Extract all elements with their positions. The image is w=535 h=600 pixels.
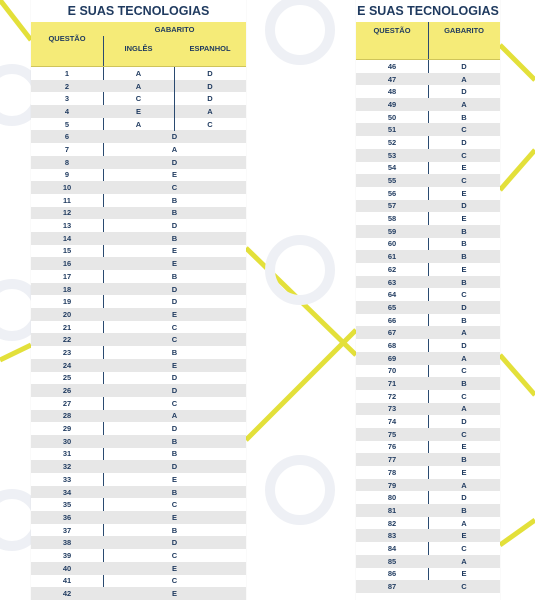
- answer: C: [461, 290, 467, 300]
- header-questao: QUESTÃO: [373, 26, 411, 35]
- question-number: 81: [387, 505, 397, 515]
- question-number: 24: [62, 360, 72, 370]
- answer-ingles: A: [135, 81, 142, 91]
- table-row: [31, 308, 246, 321]
- question-number: 41: [62, 576, 72, 586]
- table-row: [31, 194, 246, 207]
- table-row: [356, 377, 500, 390]
- answer: B: [461, 277, 467, 287]
- question-number: 26: [62, 386, 72, 396]
- table-row: [31, 270, 246, 283]
- answer: E: [171, 563, 177, 573]
- table-row: [356, 187, 500, 200]
- table-row: [356, 136, 500, 149]
- answer: A: [171, 144, 178, 154]
- question-number: 22: [62, 335, 72, 345]
- table-row: [31, 295, 246, 308]
- header-divider: [428, 22, 429, 59]
- question-number: 8: [64, 157, 70, 167]
- answer: B: [171, 449, 178, 459]
- answer: C: [461, 125, 467, 135]
- question-number: 32: [62, 462, 72, 472]
- answer: E: [461, 467, 467, 477]
- header-gabarito: GABARITO: [154, 25, 195, 34]
- answer: C: [171, 335, 178, 345]
- table-row: [356, 212, 500, 225]
- table-row: [356, 326, 500, 339]
- answer: E: [171, 246, 177, 256]
- question-number: 50: [387, 112, 397, 122]
- table-row: [31, 524, 246, 537]
- question-number: 51: [387, 125, 397, 135]
- answer: E: [461, 214, 467, 224]
- table-row: [356, 390, 500, 403]
- table-row: [356, 352, 500, 365]
- header-espanhol: ESPANHOL: [189, 44, 231, 53]
- answer: A: [461, 480, 467, 490]
- answer: A: [171, 411, 178, 421]
- question-number: 13: [62, 221, 72, 231]
- question-number: 86: [387, 569, 397, 579]
- answer: D: [461, 201, 467, 211]
- answer: C: [171, 500, 178, 510]
- answer-ingles: A: [135, 119, 142, 129]
- table-row: [356, 288, 500, 301]
- question-number: 75: [387, 429, 397, 439]
- answer: D: [461, 493, 467, 503]
- question-number: 15: [62, 246, 72, 256]
- answer: E: [171, 512, 177, 522]
- question-number: 5: [64, 119, 70, 129]
- table-row: [356, 580, 500, 593]
- answer: C: [461, 176, 467, 186]
- answer: D: [171, 221, 178, 231]
- question-number: 34: [62, 487, 72, 497]
- answer: B: [171, 271, 178, 281]
- answer: D: [171, 373, 178, 383]
- question-number: 71: [387, 379, 397, 389]
- question-number: 36: [62, 512, 72, 522]
- table-row: [356, 225, 500, 238]
- section-title-left: E SUAS TECNOLOGIAS: [67, 4, 210, 18]
- answer: C: [461, 543, 467, 553]
- table-row: [31, 143, 246, 156]
- table-row: [356, 73, 500, 86]
- answer: C: [171, 550, 178, 560]
- table-row: [31, 511, 246, 524]
- question-number: 16: [62, 259, 72, 269]
- table-row: [31, 181, 246, 194]
- table-row: [356, 529, 500, 542]
- answer: E: [461, 569, 467, 579]
- table-row: [356, 60, 500, 73]
- table-row: [356, 162, 500, 175]
- table-row: [356, 568, 500, 581]
- question-number: 60: [387, 239, 397, 249]
- question-number: 68: [387, 340, 397, 350]
- answer: C: [171, 398, 178, 408]
- answer: B: [171, 233, 178, 243]
- answer: A: [461, 404, 467, 414]
- table-row: [31, 422, 246, 435]
- question-number: 42: [62, 589, 72, 599]
- question-number: 9: [64, 170, 70, 180]
- answer: C: [171, 576, 178, 586]
- answer-key-table-right: [356, 0, 500, 600]
- answer: E: [171, 589, 177, 599]
- table-row: [31, 80, 246, 93]
- question-number: 64: [387, 290, 397, 300]
- answer: E: [461, 188, 467, 198]
- answer-espanhol: D: [207, 81, 213, 91]
- question-number: 18: [62, 284, 72, 294]
- question-number: 85: [387, 556, 397, 566]
- table-row: [31, 156, 246, 169]
- question-number: 27: [62, 398, 72, 408]
- table-row: [31, 207, 246, 220]
- table-row: [31, 372, 246, 385]
- question-number: 4: [64, 106, 70, 116]
- table-row: [356, 314, 500, 327]
- table-row: [31, 232, 246, 245]
- answer-espanhol: A: [207, 106, 213, 116]
- header-ingles: INGLÊS: [124, 44, 153, 53]
- table-row: [356, 250, 500, 263]
- table-row: [356, 542, 500, 555]
- table-row: [31, 333, 246, 346]
- table-row: [356, 491, 500, 504]
- table-row: [31, 397, 246, 410]
- answer: E: [461, 442, 467, 452]
- question-number: 47: [387, 74, 397, 84]
- question-number: 48: [387, 87, 397, 97]
- question-number: 77: [387, 455, 397, 465]
- answer: C: [461, 429, 467, 439]
- question-number: 3: [64, 94, 70, 104]
- table-row: [31, 130, 246, 143]
- table-row: [31, 473, 246, 486]
- table-row: [356, 441, 500, 454]
- question-number: 78: [387, 467, 397, 477]
- table-row: [356, 479, 500, 492]
- answer: A: [461, 518, 467, 528]
- question-number: 53: [387, 150, 397, 160]
- table-row: [356, 238, 500, 251]
- answer: B: [171, 347, 178, 357]
- table-row: [356, 200, 500, 213]
- answer: E: [171, 170, 177, 180]
- answer: D: [171, 284, 178, 294]
- question-number: 87: [387, 582, 397, 592]
- table-row: [31, 549, 246, 562]
- question-number: 39: [62, 550, 72, 560]
- answer: C: [461, 582, 467, 592]
- answer-key-table-left: [31, 0, 246, 600]
- table-row: [356, 466, 500, 479]
- question-number: 79: [387, 480, 397, 490]
- answer: D: [171, 297, 178, 307]
- question-number: 6: [64, 132, 70, 142]
- answer: A: [461, 328, 467, 338]
- answer: B: [171, 487, 178, 497]
- table-row: [356, 123, 500, 136]
- header-questao: QUESTÃO: [48, 34, 86, 43]
- header-divider: [103, 36, 104, 66]
- answer: E: [171, 309, 177, 319]
- table-header-left: [31, 22, 246, 67]
- table-row: [356, 339, 500, 352]
- answer: D: [461, 340, 467, 350]
- table-row: [31, 536, 246, 549]
- question-number: 33: [62, 474, 72, 484]
- answer: B: [461, 315, 467, 325]
- table-row: [356, 365, 500, 378]
- table-row: [31, 562, 246, 575]
- answer: B: [461, 226, 467, 236]
- question-number: 46: [387, 61, 397, 71]
- table-row: [31, 435, 246, 448]
- answer-ingles: A: [135, 68, 142, 78]
- answer-ingles: C: [135, 94, 142, 104]
- question-number: 58: [387, 214, 397, 224]
- table-row: [356, 517, 500, 530]
- answer: C: [461, 366, 467, 376]
- answer: C: [461, 391, 467, 401]
- question-number: 52: [387, 137, 397, 147]
- question-number: 21: [62, 322, 72, 332]
- question-number: 73: [387, 404, 397, 414]
- question-number: 12: [62, 208, 72, 218]
- question-number: 35: [62, 500, 72, 510]
- answer: E: [171, 259, 177, 269]
- question-number: 66: [387, 315, 397, 325]
- table-row: [356, 403, 500, 416]
- answer-espanhol: D: [207, 94, 213, 104]
- answer: E: [461, 163, 467, 173]
- answer: D: [461, 137, 467, 147]
- question-number: 80: [387, 493, 397, 503]
- question-number: 83: [387, 531, 397, 541]
- answer: D: [461, 61, 467, 71]
- question-number: 19: [62, 297, 72, 307]
- answer: B: [461, 252, 467, 262]
- question-number: 57: [387, 201, 397, 211]
- answer: E: [171, 360, 177, 370]
- answer: A: [461, 353, 467, 363]
- answer: D: [171, 132, 178, 142]
- question-number: 2: [64, 81, 70, 91]
- question-number: 20: [62, 309, 72, 319]
- answer: E: [171, 474, 177, 484]
- question-number: 62: [387, 264, 397, 274]
- table-row: [356, 428, 500, 441]
- table-row: [31, 169, 246, 182]
- table-row: [356, 504, 500, 517]
- question-number: 55: [387, 176, 397, 186]
- table-row: [356, 555, 500, 568]
- table-row: [31, 67, 246, 80]
- table-row: [31, 486, 246, 499]
- question-number: 11: [63, 195, 71, 205]
- question-number: 31: [62, 449, 72, 459]
- answer-ingles: E: [135, 106, 141, 116]
- question-number: 65: [387, 302, 397, 312]
- table-row: [31, 118, 246, 131]
- answer: D: [171, 538, 178, 548]
- table-row: [31, 105, 246, 118]
- question-number: 70: [387, 366, 397, 376]
- table-row: [356, 174, 500, 187]
- question-number: 17: [62, 271, 72, 281]
- table-row: [31, 346, 246, 359]
- question-number: 84: [387, 543, 397, 553]
- table-row: [31, 245, 246, 258]
- question-number: 72: [387, 391, 397, 401]
- question-number: 37: [62, 525, 72, 535]
- table-row: [356, 263, 500, 276]
- question-number: 7: [64, 144, 70, 154]
- question-number: 23: [62, 347, 72, 357]
- answer: E: [461, 531, 467, 541]
- answer-espanhol: D: [207, 68, 213, 78]
- answer: B: [461, 505, 467, 515]
- table-row: [31, 321, 246, 334]
- question-number: 76: [387, 442, 397, 452]
- answer: D: [461, 417, 467, 427]
- answer: B: [171, 525, 178, 535]
- table-row: [31, 587, 246, 600]
- answer: E: [461, 264, 467, 274]
- question-number: 28: [62, 411, 72, 421]
- answer: D: [461, 302, 467, 312]
- question-number: 29: [62, 424, 72, 434]
- table-row: [356, 276, 500, 289]
- table-row: [31, 460, 246, 473]
- header-gabarito: GABARITO: [444, 26, 484, 35]
- table-row: [31, 257, 246, 270]
- table-row: [31, 219, 246, 232]
- question-number: 82: [387, 518, 397, 528]
- question-number: 54: [387, 163, 397, 173]
- table-row: [31, 359, 246, 372]
- question-number: 56: [387, 188, 397, 198]
- answer: D: [171, 157, 178, 167]
- table-row: [356, 453, 500, 466]
- table-row: [31, 92, 246, 105]
- answer: D: [171, 462, 178, 472]
- answer: B: [461, 112, 467, 122]
- answer: D: [461, 87, 467, 97]
- answer-espanhol: C: [207, 119, 213, 129]
- answer: B: [171, 195, 178, 205]
- answer: A: [461, 99, 467, 109]
- question-number: 25: [62, 373, 72, 383]
- question-number: 69: [387, 353, 397, 363]
- question-number: 40: [62, 563, 72, 573]
- table-row: [31, 410, 246, 423]
- table-row: [31, 384, 246, 397]
- question-number: 10: [62, 183, 72, 193]
- question-number: 63: [387, 277, 397, 287]
- question-number: 49: [387, 99, 397, 109]
- question-number: 30: [62, 436, 72, 446]
- answer: A: [461, 74, 467, 84]
- table-row: [356, 301, 500, 314]
- language-divider: [174, 67, 175, 131]
- table-row: [356, 415, 500, 428]
- table-row: [356, 85, 500, 98]
- question-number: 61: [387, 252, 397, 262]
- answer: D: [171, 424, 178, 434]
- table-row: [31, 448, 246, 461]
- question-number: 74: [387, 417, 397, 427]
- table-row: [31, 575, 246, 588]
- table-row: [356, 98, 500, 111]
- answer: D: [171, 386, 178, 396]
- table-row: [31, 498, 246, 511]
- question-number: 14: [62, 233, 72, 243]
- answer: C: [171, 322, 178, 332]
- answer: B: [461, 239, 467, 249]
- answer: C: [461, 150, 467, 160]
- table-body-right: [356, 60, 500, 593]
- question-number: 59: [387, 226, 397, 236]
- answer: A: [461, 556, 467, 566]
- answer: B: [461, 379, 467, 389]
- answer: C: [171, 183, 178, 193]
- question-number: 67: [387, 328, 397, 338]
- table-body-left: [31, 67, 246, 600]
- table-header-right: [356, 22, 500, 60]
- section-title-right: E SUAS TECNOLOGIAS: [357, 4, 499, 18]
- table-row: [356, 149, 500, 162]
- question-number: 38: [62, 538, 72, 548]
- table-row: [356, 111, 500, 124]
- question-number: 1: [64, 68, 70, 78]
- answer: B: [461, 455, 467, 465]
- answer: B: [171, 436, 178, 446]
- answer: B: [171, 208, 178, 218]
- table-row: [31, 283, 246, 296]
